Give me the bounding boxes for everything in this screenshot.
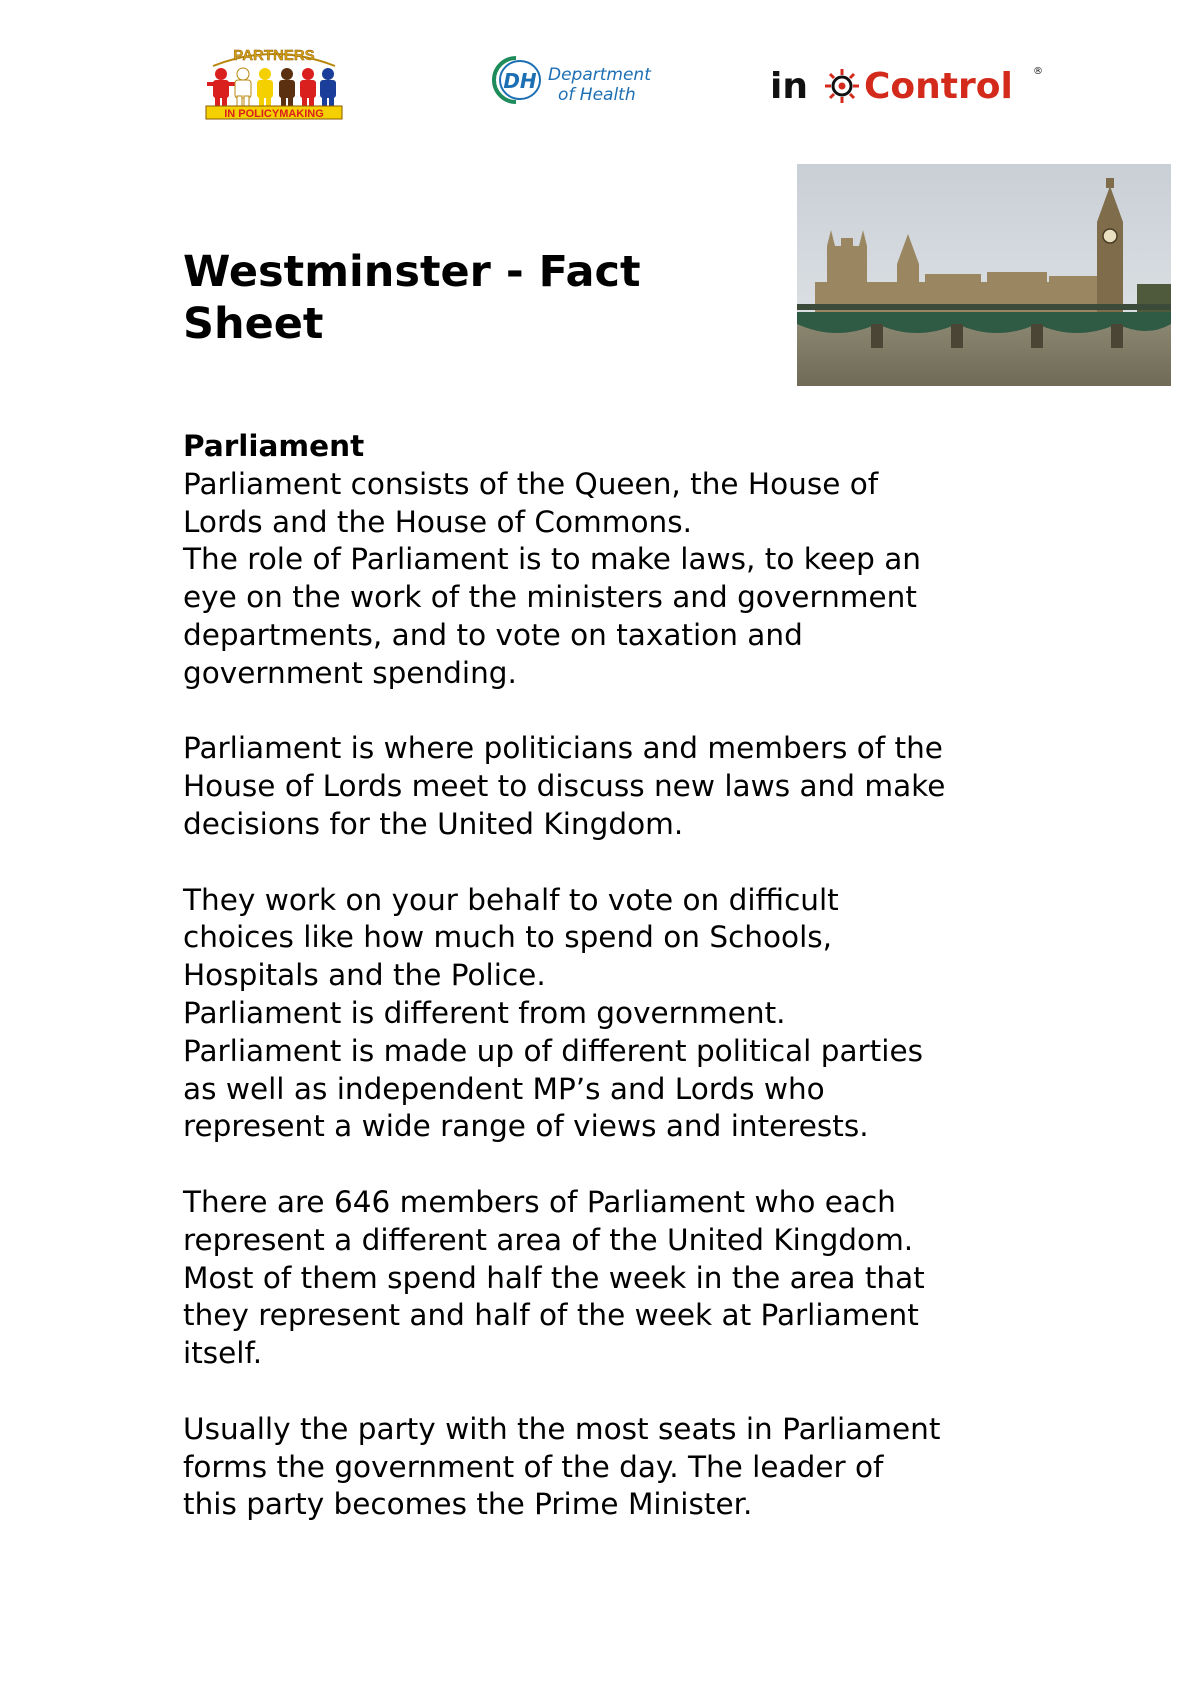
paragraph bbox=[183, 730, 1063, 843]
text-line: decisions for the United Kingdom. bbox=[183, 806, 684, 841]
text-line: Most of them spend half the week in the area that bbox=[183, 1260, 925, 1295]
paragraph bbox=[183, 882, 1063, 1147]
text-line: they represent and half of the week at Parliament bbox=[183, 1298, 919, 1333]
text-line: Parliament is different from government. bbox=[183, 995, 786, 1030]
dh-line2: of Health bbox=[558, 85, 636, 105]
partners-logo-top-text: PARTNERS bbox=[233, 47, 315, 64]
dh-line1: Department bbox=[548, 65, 651, 85]
page-title bbox=[183, 246, 743, 350]
paragraph bbox=[183, 428, 1063, 693]
text-line: as well as independent MP’s and Lords who bbox=[183, 1071, 825, 1106]
text-line: They work on your behalf to vote on difficult bbox=[183, 882, 839, 917]
title-line-1: Westminster - Fact bbox=[183, 247, 641, 297]
partners-in-policymaking-logo bbox=[205, 44, 343, 120]
text-line: eye on the work of the ministers and government bbox=[183, 580, 917, 615]
partners-logo-bottom-text: IN POLICYMAKING bbox=[224, 108, 324, 120]
text-line: There are 646 members of Parliament who each bbox=[183, 1184, 896, 1219]
registered-mark: ® bbox=[1033, 66, 1043, 77]
section-heading: Parliament bbox=[183, 429, 365, 463]
text-line: Lords and the House of Commons. bbox=[183, 504, 692, 539]
in-control-logo bbox=[770, 62, 1060, 112]
text-line: departments, and to vote on taxation and bbox=[183, 617, 803, 652]
text-line: this party becomes the Prime Minister. bbox=[183, 1487, 753, 1522]
text-line: House of Lords meet to discuss new laws and make bbox=[183, 769, 946, 804]
dh-badge-text: DH bbox=[503, 69, 537, 93]
text-line: Parliament consists of the Queen, the House of bbox=[183, 466, 879, 501]
text-line: represent a different area of the United Kingdom. bbox=[183, 1222, 914, 1257]
text-line: The role of Parliament is to make laws, to keep an bbox=[183, 542, 922, 577]
fact-sheet-body bbox=[183, 428, 1063, 1524]
text-line: government spending. bbox=[183, 655, 517, 690]
in-control-logo-right: Control bbox=[864, 66, 1013, 107]
text-line: Usually the party with the most seats in Parliament bbox=[183, 1411, 941, 1446]
paragraph bbox=[183, 1184, 1063, 1373]
in-control-logo-left: in bbox=[770, 66, 808, 107]
text-line: forms the government of the day. The leader of bbox=[183, 1449, 884, 1484]
text-line: Hospitals and the Police. bbox=[183, 958, 546, 993]
title-line-2: Sheet bbox=[183, 299, 324, 349]
text-line: Parliament is where politicians and members of the bbox=[183, 731, 943, 766]
paragraph bbox=[183, 1411, 1063, 1524]
houses-of-parliament-photo bbox=[797, 164, 1171, 386]
text-line: Parliament is made up of different political parties bbox=[183, 1033, 923, 1068]
text-line: itself. bbox=[183, 1336, 263, 1371]
department-of-health-logo bbox=[490, 54, 670, 106]
text-line: choices like how much to spend on Schools, bbox=[183, 920, 833, 955]
text-line: represent a wide range of views and interests. bbox=[183, 1109, 869, 1144]
